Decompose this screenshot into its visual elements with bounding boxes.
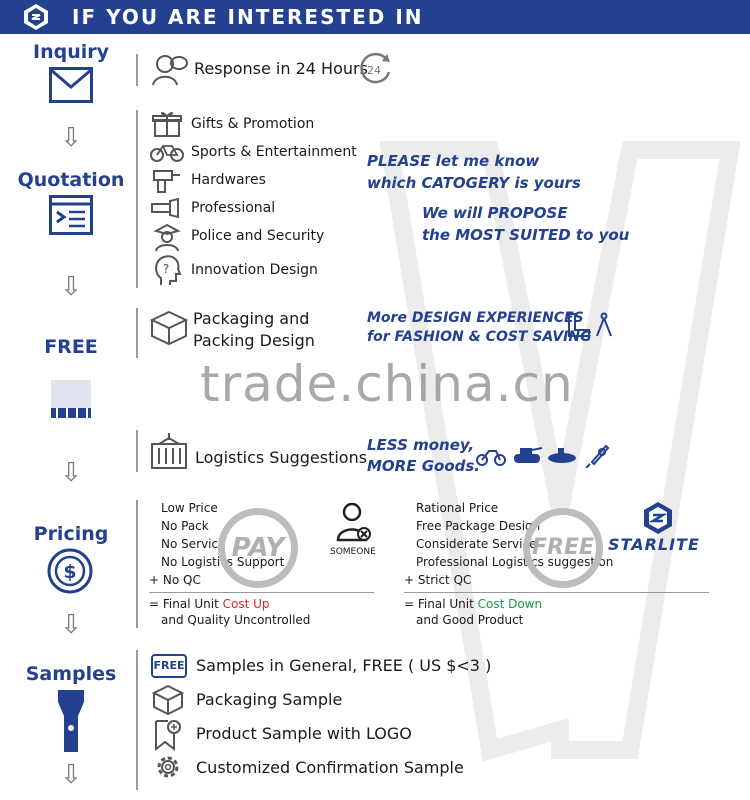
stage-samples: Samples [25,663,117,685]
packaging-line2: Packing Design [193,331,315,350]
right-item: Professional Logistics suggestion [416,555,614,569]
down-arrow-icon: ⇩ [60,610,82,640]
down-arrow-icon: ⇩ [60,123,82,153]
category-police: Police and Security [191,228,325,244]
quotation-document-icon [49,195,93,235]
customer-service-icon [152,52,188,86]
pay-stamp: PAY [218,508,298,588]
left-result-prefix: = Final Unit [149,597,223,611]
gift-icon [152,110,182,138]
free-gift-icon [47,372,95,422]
divider [136,308,138,358]
divider [136,110,138,288]
cost-up-text: Cost Up [222,597,270,611]
sample-logo: Product Sample with LOGO [196,724,412,743]
propose-line1: We will PROPOSE [422,204,568,222]
flashlight-small-icon [150,197,184,219]
category-professional: Professional [191,200,276,216]
someone-person-icon [336,502,372,544]
police-officer-icon [152,222,182,252]
divider [136,430,138,472]
drill-icon [152,168,182,194]
divider [136,500,138,628]
dollar-coin-icon [47,548,93,594]
left-item-qc: + No QC [149,573,201,587]
header-title: IF YOU ARE INTERESTED IN [72,5,424,29]
down-arrow-icon: ⇩ [60,760,82,790]
category-hardwares: Hardwares [191,172,266,188]
clock-number: 24 [367,64,381,77]
down-arrow-icon: ⇩ [60,272,82,302]
left-item: No Logistics Support [161,555,285,569]
package-box-icon [150,310,188,346]
bicycle-icon [150,141,184,163]
brand-name: STARLITE [608,535,700,554]
clock-24-icon [357,52,393,86]
right-result-line2: and Good Product [416,613,524,627]
design-line1: More DESIGN EXPERIENCES [367,310,584,326]
down-arrow-icon: ⇩ [60,458,82,488]
left-item: Low Price [161,501,218,515]
response-text: Response in 24 Hours [194,59,368,78]
svg-text:?: ? [162,262,170,276]
left-item: No Service [161,537,226,551]
logistics-text: Logistics Suggestions [195,448,368,467]
packaging-line1: Packaging and [193,309,310,328]
stage-pricing: Pricing [33,523,109,545]
right-rule [404,592,709,593]
right-item: Rational Price [416,501,499,515]
sample-packaging: Packaging Sample [196,690,343,709]
right-result-prefix: = Final Unit [404,597,478,611]
stage-inquiry: Inquiry [33,41,109,63]
category-gifts: Gifts & Promotion [191,116,315,132]
design-line2: for FASHION & COST SAVING [367,329,592,345]
stage-quotation: Quotation [17,169,125,191]
right-item-qc: + Strict QC [404,573,472,587]
ruler-compass-icon [567,312,617,338]
gear-icon [153,752,183,782]
money-line1: LESS money, [367,436,475,454]
category-prompt-line2: which CATOGERY is yours [367,174,581,192]
category-innovation: Innovation Design [191,262,318,278]
rocket-icon [586,446,608,468]
category-sports: Sports & Entertainment [191,144,357,160]
motorcycle-icon [477,451,505,465]
cost-down-text: Cost Down [477,597,543,611]
sample-confirmation: Customized Confirmation Sample [196,758,464,777]
right-item: Free Package Design [416,519,541,533]
free-stamp: FREE [523,508,603,588]
left-item: No Pack [161,519,209,533]
submarine-icon [548,448,576,463]
money-line2: MORE Goods. [367,457,480,475]
packaging-sample-icon [152,684,184,716]
innovation-head-icon [152,254,182,286]
right-item: Considerate Service [416,537,537,551]
divider [136,54,138,86]
watermark-text: trade.china.cn [200,355,574,413]
starlite-brand-icon [641,501,675,535]
transport-icons [476,442,612,468]
flashlight-icon [56,688,86,754]
cargo-container-icon [150,432,188,470]
bookmark-add-icon [154,719,182,751]
propose-line2: the MOST SUITED to you [422,226,630,244]
divider [136,650,138,790]
envelope-icon [49,67,93,103]
left-result-line2: and Quality Uncontrolled [161,613,311,627]
left-rule [149,592,374,593]
tank-icon [514,448,542,463]
sample-general: Samples in General, FREE ( US $<3 ) [196,656,492,675]
category-prompt-line1: PLEASE let me know [367,152,540,170]
svg-text:$: $ [63,561,77,583]
free-badge: FREE [151,654,187,678]
someone-label: SOMEONE [330,547,376,557]
starlite-logo-icon [22,3,50,31]
stage-free: FREE [44,336,98,358]
